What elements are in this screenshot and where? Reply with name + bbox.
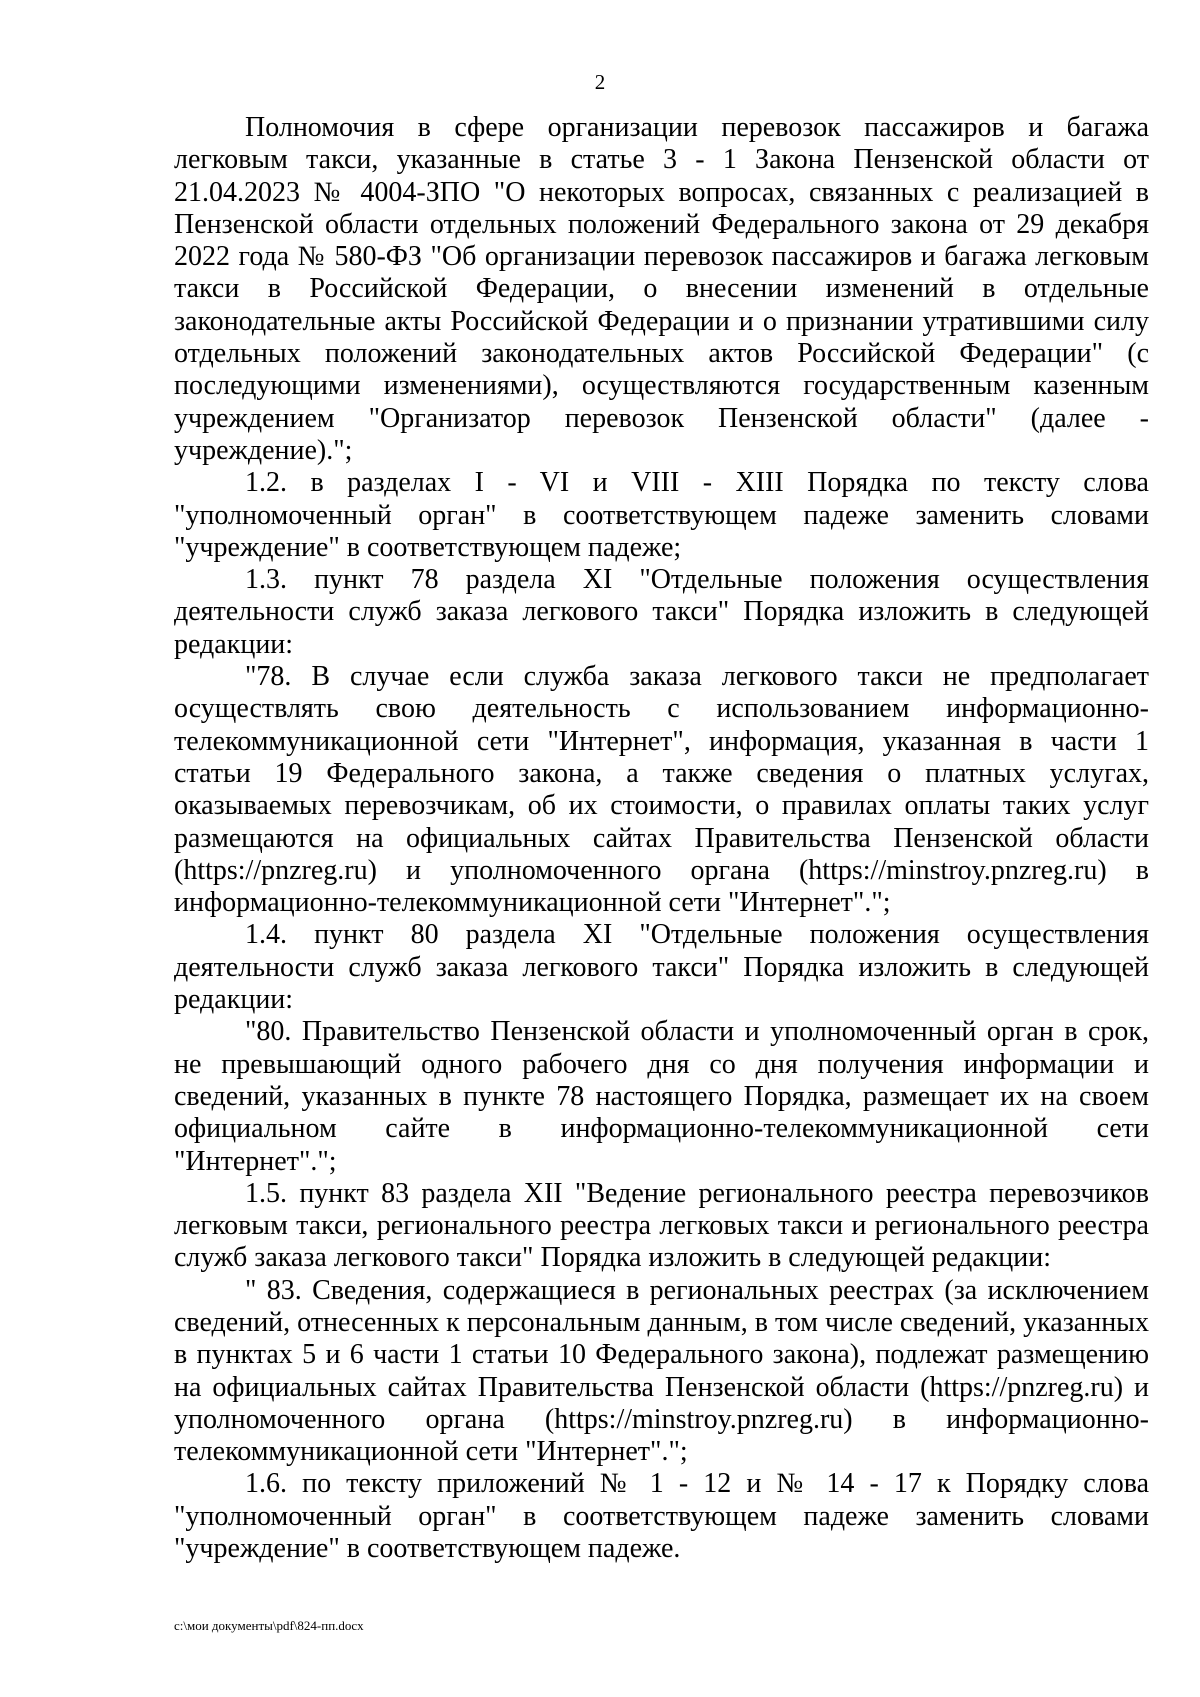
paragraph-1-5: 1.5. пункт 83 раздела XII "Ведение регионального реестра перевозчиков легковым такси, регионального реестра легковых такси и регионального реестра служб заказа легкового такси" Порядка изложить в следующей редакции: — [174, 1177, 1149, 1274]
paragraph-1-2: 1.2. в разделах I - VI и VIII - XIII Порядка по тексту слова "уполномоченный орган" в соответствующем падеже заменить словами "учреждение" в соответствующем падеже; — [174, 467, 1149, 563]
paragraph-item-83: " 83. Сведения, содержащиеся в региональных реестрах (за исключением сведений, отнесенных к персональным данным, в том числе сведений, указанных в пунктах 5 и 6 части 1 статьи 10 Федерального закона), подлежат размещению на официальных сайтах Правительства Пензенской области (https://pnzreg.ru) и уполномоченного органа (https://minstroy.pnzreg.ru) в информационно-телекоммуникационной сети "Интернет"."; — [174, 1274, 1149, 1468]
paragraph-1-3: 1.3. пункт 78 раздела XI "Отдельные положения осуществления деятельности служб заказа легкового такси" Порядка изложить в следующей редакции: — [174, 564, 1149, 660]
file-path-footer: c:\мои документы\pdf\824-пп.docx — [174, 1618, 364, 1633]
page-number: 2 — [594, 70, 606, 94]
document-body — [174, 112, 1149, 1565]
paragraph-1-6: 1.6. по тексту приложений № 1 - 12 и № 14 - 17 к Порядку слова "уполномоченный орган" в соответствующем падеже заменить словами "учреждение" в соответствующем падеже. — [174, 1468, 1149, 1565]
paragraph-authority: Полномочия в сфере организации перевозок пассажиров и багажа легковым такси, указанные в статье 3 - 1 Закона Пензенской области от 21.04.2023 № 4004-ЗПО "О некоторых вопросах, связанных с реализацией в Пензенской области отдельных положений Федерального закона от 29 декабря 2022 года № 580-ФЗ "Об организации перевозок пассажиров и багажа легковым такси в Российской Федерации, о внесении изменений в отдельные законодательные акты Российской Федерации и о признании утратившими силу отдельных положений законодательных актов Российской Федерации" (с последующими изменениями), осуществляются государственным казенным учреждением "Организатор перевозок Пензенской области" (далее - учреждение)."; — [174, 112, 1149, 466]
paragraph-item-80: "80. Правительство Пензенской области и уполномоченный орган в срок, не превышающий одного рабочего дня со дня получения информации и сведений, указанных в пункте 78 настоящего Порядка, размещает их на своем официальном сайте в информационно-телекоммуникационной сети "Интернет"."; — [174, 1016, 1149, 1177]
paragraph-item-78: "78. В случае если служба заказа легкового такси не предполагает осуществлять свою деятельность с использованием информационно-телекоммуникационной сети "Интернет", информация, указанная в части 1 статьи 19 Федерального закона, а также сведения о платных услугах, оказываемых перевозчикам, об их стоимости, о правилах оплаты таких услуг размещаются на официальных сайтах Правительства Пензенской области (https://pnzreg.ru) и уполномоченного органа (https://minstroy.pnzreg.ru) в информационно-телекоммуникационной сети "Интернет"."; — [174, 661, 1149, 919]
paragraph-1-4: 1.4. пункт 80 раздела XI "Отдельные положения осуществления деятельности служб заказа легкового такси" Порядка изложить в следующей редакции: — [174, 919, 1149, 1016]
